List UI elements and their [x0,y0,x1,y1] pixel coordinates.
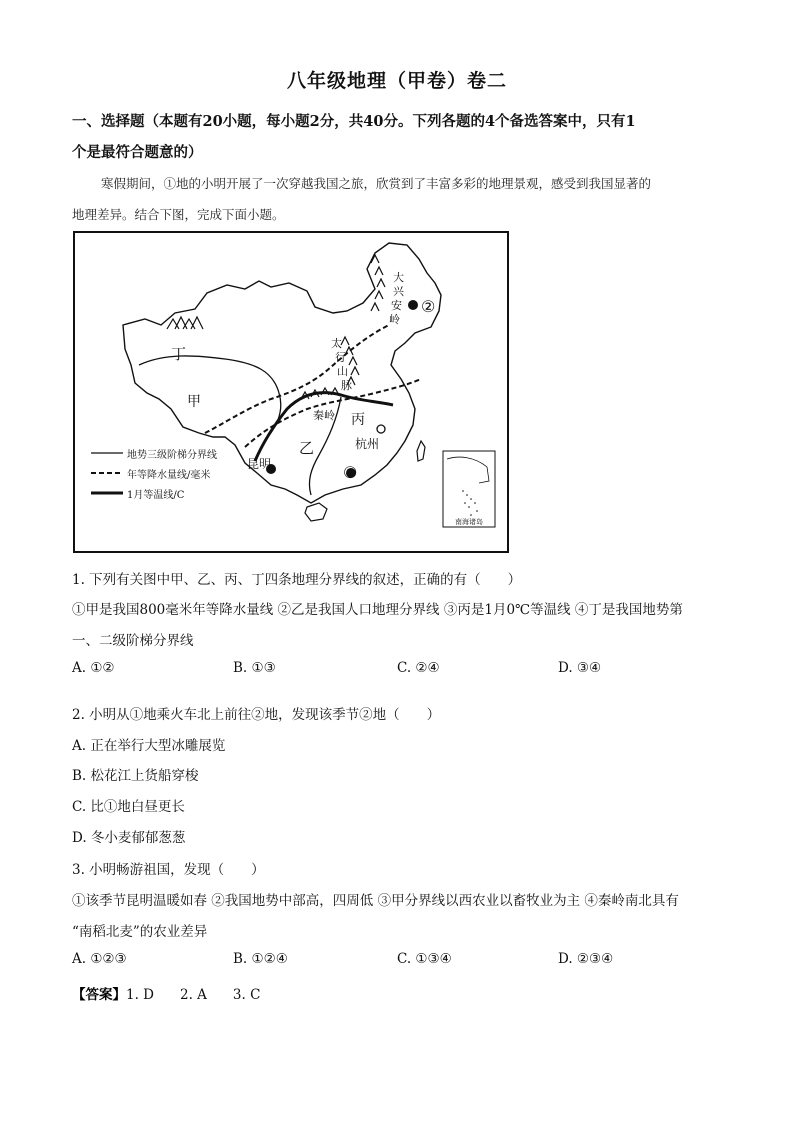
label-taihang-4: 脉 [341,379,352,392]
label-qinling: 秦岭 [313,409,335,422]
label-yi: 乙 [299,439,315,457]
label-dxal-1: 大 [393,271,404,284]
label-ding: 丁 [171,345,187,363]
label-taihang-3: 山 [337,365,348,378]
q3-option-d[interactable]: D. ②③④ [558,951,614,967]
section-heading-line2: 个是最符合题意的） [72,144,203,161]
q1-option-a[interactable]: A. ①② [72,660,115,676]
intro-line2: 地理差异。结合下图，完成下面小题。 [72,207,285,222]
label-bing: 丙 [351,412,365,428]
label-kunming: 昆明 [247,457,272,471]
label-dxal-4: 岭 [389,313,400,326]
label-circle-2: ② [421,297,436,316]
answer-item-1: 1. D [126,987,154,1003]
south-china-sea-inset [443,451,495,527]
hangzhou-marker [377,425,385,433]
label-taihang-1: 太 [331,337,342,350]
q3-detail-line2: “南稻北麦”的农业差异 [72,924,208,940]
q1-option-c[interactable]: C. ②④ [397,660,440,676]
label-dxal-2: 兴 [393,285,404,298]
q1-detail-line2: 一、二级阶梯分界线 [72,633,194,649]
page-title: 八年级地理（甲卷）卷二 [286,70,507,92]
answer-tag: 【答案】 [72,987,126,1003]
legend-isotherm: 1月等温线/C [127,490,185,501]
label-hangzhou: 杭州 [355,437,380,451]
answer-line [72,983,260,1003]
q2-stem: 2. 小明从①地乘火车北上前往②地，发现该季节②地（ ） [72,707,441,723]
q3-option-c[interactable]: C. ①③④ [397,951,452,967]
inset-islands [462,490,478,516]
q1-option-b[interactable]: B. ①③ [233,660,276,676]
label-circle-1: ① [343,463,358,482]
label-jia: 甲 [187,394,201,410]
q3-stem: 3. 小明畅游祖国，发现（ ） [72,862,265,878]
q1-stem: 1. 下列有关图中甲、乙、丙、丁四条地理分界线的叙述，正确的有（ ） [72,572,522,588]
answer-item-2: 2. A [180,987,207,1003]
label-taihang-2: 行 [335,351,346,364]
legend-precipitation: 年等降水量线/毫米 [127,470,211,481]
q2-option-b[interactable]: B. 松花江上货船穿梭 [72,768,199,784]
q3-detail-line1: ①该季节昆明温暖如春 ②我国地势中部高，四周低 ③甲分界线以西农业以畜牧业为主 ④秦岭南北具有 [72,893,679,909]
point-2-marker [408,300,418,310]
china-map-svg [75,233,507,551]
q3-option-a[interactable]: A. ①②③ [72,951,127,967]
q3-option-b[interactable]: B. ①②④ [233,951,288,967]
intro-line1: 寒假期间，①地的小明开展了一次穿越我国之旅，欣赏到了丰富多彩的地理景观，感受到我国显著的 [101,176,652,191]
q2-option-c[interactable]: C. 比①地白昼更长 [72,799,185,815]
section-heading-line1: 一、选择题（本题有20小题，每小题2分，共40分。下列各题的4个备选答案中，只有1 [72,113,636,130]
legend-step-boundary: 地势三级阶梯分界线 [127,450,217,461]
q2-option-d[interactable]: D. 冬小麦郁郁葱葱 [72,830,186,846]
hainan-island [305,503,327,521]
label-dxal-3: 安 [391,299,402,312]
q1-detail-line1: ①甲是我国800毫米年等降水量线 ②乙是我国人口地理分界线 ③丙是1月0℃等温线 ④丁是我国地势第 [72,602,683,618]
tianshan-mountain-symbols [167,317,203,329]
answer-item-3: 3. C [232,987,261,1003]
q2-option-a[interactable]: A. 正在举行大型冰雕展览 [72,738,226,754]
china-map-figure [73,231,509,553]
inset-coast [447,457,489,483]
label-inset: 南海诸岛 [455,518,483,526]
taiwan-island [417,441,425,461]
q1-option-d[interactable]: D. ③④ [558,660,602,676]
